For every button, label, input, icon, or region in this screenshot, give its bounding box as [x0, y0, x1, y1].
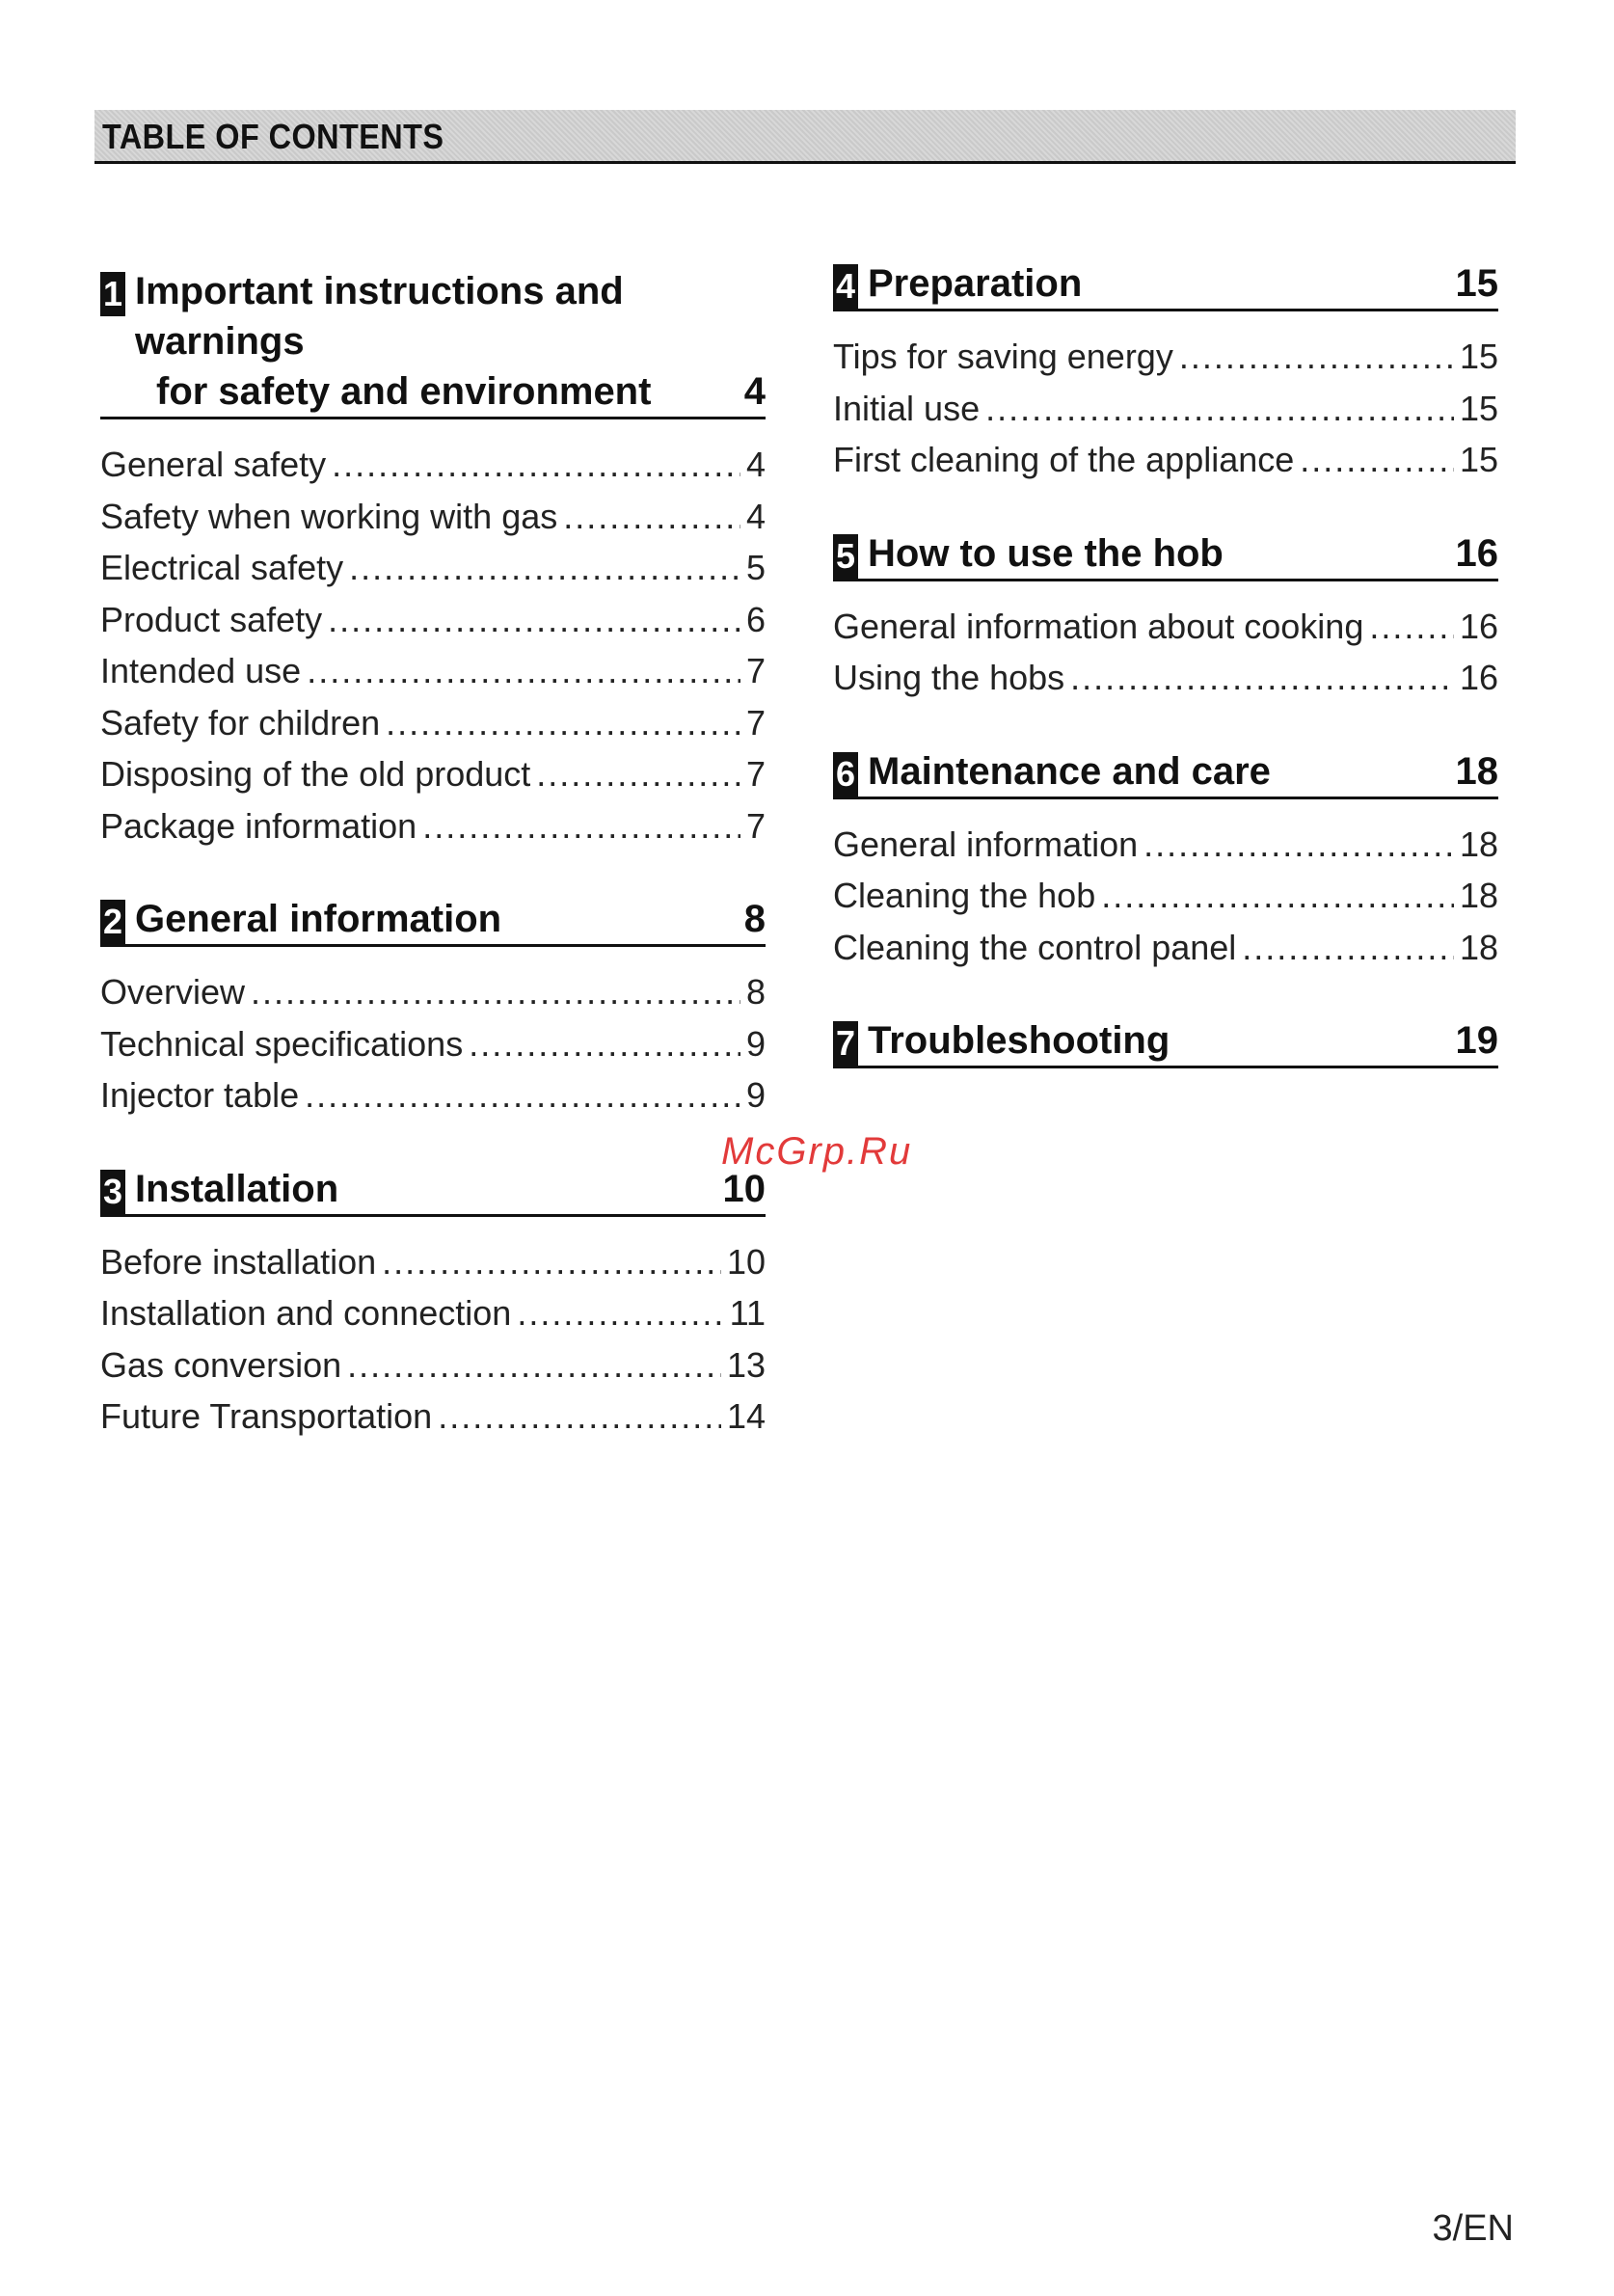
toc-section-5: [833, 528, 1498, 704]
section-page-number: 10: [722, 1167, 766, 1210]
entry-page-number: 18: [1459, 824, 1498, 864]
entry-label: Using the hobs: [833, 658, 1065, 697]
section-number-badge: 7: [833, 1021, 858, 1066]
entry-label: Gas conversion: [100, 1344, 342, 1385]
entry-page-number: 7: [745, 651, 766, 690]
section-page-number: 15: [1455, 262, 1498, 305]
entry-page-number: 15: [1459, 337, 1498, 376]
toc-section-6: [833, 746, 1498, 974]
entry-page-number: 13: [726, 1344, 766, 1385]
section-heading[interactable]: [833, 258, 1498, 311]
dot-leader: [386, 697, 740, 749]
entry-label: Before installation: [100, 1241, 377, 1282]
toc-entry[interactable]: [833, 601, 1498, 653]
dot-leader: [1242, 922, 1454, 974]
toc-entry[interactable]: [100, 439, 766, 491]
toc-left-column: [100, 266, 766, 1485]
entry-page-number: 18: [1459, 876, 1498, 915]
toc-entry[interactable]: [100, 645, 766, 697]
entry-page-number: 10: [726, 1241, 766, 1282]
section-heading[interactable]: [833, 746, 1498, 799]
entry-page-number: 9: [745, 1023, 766, 1064]
toc-entry[interactable]: [100, 594, 766, 646]
entry-label: Safety when working with gas: [100, 496, 558, 536]
entry-page-number: 15: [1459, 440, 1498, 479]
section-title-line2: for safety and environment: [156, 370, 652, 413]
entry-label: Disposing of the old product: [100, 754, 531, 794]
entry-page-number: 16: [1459, 658, 1498, 697]
section-page-number: 8: [743, 898, 766, 940]
entry-label: Overview: [100, 972, 246, 1012]
dot-leader: [328, 594, 740, 646]
entry-page-number: 6: [745, 599, 766, 639]
dot-leader: [349, 542, 740, 594]
toc-entry[interactable]: [833, 922, 1498, 974]
section-title: Preparation: [868, 262, 1083, 305]
section-page-number: 16: [1455, 531, 1498, 575]
section-number-badge: 5: [833, 534, 858, 579]
toc-entry[interactable]: [100, 1391, 766, 1443]
toc-entry[interactable]: [100, 1069, 766, 1121]
entry-page-number: 7: [745, 805, 766, 846]
entry-label: Cleaning the control panel: [833, 927, 1237, 967]
dot-leader: [1070, 652, 1454, 704]
section-title: Troubleshooting: [868, 1019, 1170, 1062]
dot-leader: [307, 645, 740, 697]
header-bar: [94, 110, 1516, 164]
section-heading[interactable]: [833, 528, 1498, 581]
entry-label: Installation and connection: [100, 1293, 512, 1333]
page-number: 3/EN: [1432, 2208, 1514, 2249]
dot-leader: [985, 383, 1454, 435]
entry-page-number: 18: [1459, 927, 1498, 967]
section-number-badge: 2: [100, 900, 125, 944]
dot-leader: [563, 491, 740, 543]
entry-label: General safety: [100, 445, 327, 484]
entry-page-number: 7: [745, 754, 766, 794]
toc-section-4: [833, 258, 1498, 486]
entry-label: Safety for children: [100, 702, 381, 743]
entry-label: Initial use: [833, 388, 981, 428]
entry-label: Tips for saving energy: [833, 337, 1173, 376]
toc-entry[interactable]: [833, 383, 1498, 435]
toc-section-2: [100, 894, 766, 1121]
section-number-badge: 4: [833, 264, 858, 309]
toc-entry[interactable]: [100, 748, 766, 800]
toc-section-3: [100, 1164, 766, 1443]
entry-label: Electrical safety: [100, 548, 344, 587]
dot-leader: [1101, 870, 1454, 922]
toc-entry[interactable]: [833, 652, 1498, 704]
toc-entry[interactable]: [833, 870, 1498, 922]
toc-entry[interactable]: [100, 542, 766, 594]
entry-label: Future Transportation: [100, 1396, 433, 1436]
watermark: McGrp.Ru: [721, 1130, 913, 1173]
entry-page-number: 16: [1459, 606, 1498, 646]
section-number-badge: 3: [100, 1170, 125, 1214]
dot-leader: [469, 1018, 740, 1070]
section-page-number: 4: [743, 370, 766, 413]
dot-leader: [382, 1236, 721, 1288]
entry-label: Product safety: [100, 599, 323, 639]
entry-page-number: 9: [745, 1075, 766, 1115]
toc-entry[interactable]: [100, 491, 766, 543]
section-number-badge: 6: [833, 752, 858, 797]
toc-entry[interactable]: [100, 1287, 766, 1339]
toc-section-7: [833, 1015, 1498, 1068]
entry-label: General information about cooking: [833, 606, 1364, 646]
section-heading[interactable]: [100, 894, 766, 947]
entry-page-number: 15: [1459, 388, 1498, 428]
entry-label: Technical specifications: [100, 1023, 464, 1064]
dot-leader: [536, 748, 740, 800]
section-title: General information: [135, 898, 502, 940]
section-title: Installation: [135, 1167, 339, 1210]
entry-label: Cleaning the hob: [833, 876, 1096, 915]
page-title: TABLE OF CONTENTS: [102, 117, 444, 156]
dot-leader: [438, 1391, 721, 1443]
section-heading[interactable]: [100, 1164, 766, 1217]
entry-page-number: 4: [745, 445, 766, 484]
section-title: Important instructions and warnings: [135, 270, 624, 363]
toc-entry[interactable]: [100, 966, 766, 1018]
entry-page-number: 5: [745, 548, 766, 587]
toc-section-1: [100, 266, 766, 851]
entry-page-number: 7: [745, 702, 766, 743]
section-heading[interactable]: [833, 1015, 1498, 1068]
dot-leader: [1143, 819, 1454, 871]
section-number-badge: 1: [100, 272, 125, 316]
entry-label: Injector table: [100, 1075, 300, 1115]
dot-leader: [347, 1339, 721, 1391]
section-title: How to use the hob: [868, 531, 1224, 575]
dot-leader: [517, 1287, 723, 1339]
toc-entry[interactable]: [833, 434, 1498, 486]
section-heading[interactable]: [100, 266, 766, 419]
entry-label: Package information: [100, 805, 417, 846]
section-page-number: 18: [1455, 749, 1498, 793]
entry-label: First cleaning of the appliance: [833, 440, 1295, 479]
section-title: Maintenance and care: [868, 749, 1271, 793]
toc-entry[interactable]: [100, 1339, 766, 1391]
dot-leader: [305, 1069, 740, 1121]
toc-entry[interactable]: [100, 1236, 766, 1288]
dot-leader: [1179, 331, 1454, 383]
entry-page-number: 11: [729, 1293, 766, 1333]
entry-page-number: 14: [726, 1396, 766, 1436]
dot-leader: [251, 966, 740, 1018]
entry-label: General information: [833, 824, 1139, 864]
dot-leader: [422, 800, 740, 852]
toc-entry[interactable]: [833, 331, 1498, 383]
toc-entry[interactable]: [100, 800, 766, 852]
entry-page-number: 8: [745, 972, 766, 1012]
section-page-number: 19: [1455, 1019, 1498, 1062]
dot-leader: [1369, 601, 1454, 653]
entry-label: Intended use: [100, 651, 302, 690]
toc-entry[interactable]: [100, 697, 766, 749]
dot-leader: [332, 439, 740, 491]
toc-entry[interactable]: [833, 819, 1498, 871]
toc-entry[interactable]: [100, 1018, 766, 1070]
toc-right-column: [833, 258, 1498, 1111]
entry-page-number: 4: [745, 496, 766, 536]
dot-leader: [1300, 434, 1454, 486]
